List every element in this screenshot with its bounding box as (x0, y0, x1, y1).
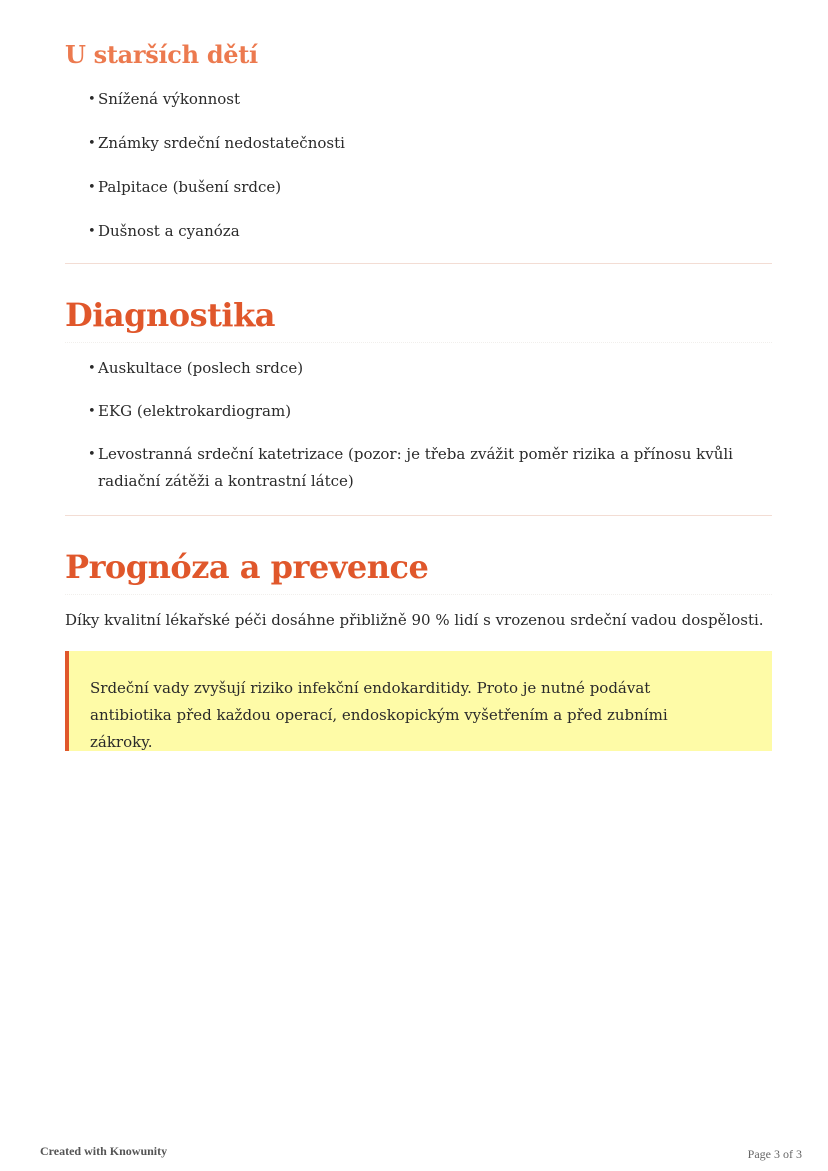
list-item: • Auskultace (poslech srdce) (88, 355, 748, 382)
footer-created-with: Created with Knowunity (40, 1144, 168, 1158)
warning-callout (65, 651, 772, 751)
list-item: • EKG (elektrokardiogram) (88, 398, 748, 425)
section-divider (65, 263, 772, 264)
callout-text: Srdeční vady zvyšují riziko infekční endokarditidy. Proto je nutné podávat antibiotika před každou operací, endoskopickým vyšetřením a před zubními zákroky. (90, 679, 668, 751)
prognosis-heading: Prognóza a prevence (65, 548, 772, 595)
prognosis-paragraph: Díky kvalitní lékařské péči dosáhne přibližně 90 % lidí s vrozenou srdeční vadou dospělosti. (65, 611, 764, 629)
list-item: • Palpitace (bušení srdce) (88, 174, 748, 201)
list-item: • Levostranná srdeční katetrizace (pozor: je třeba zvážit poměr rizika a přínosu kvůli radiační zátěži a kontrastní látce) (88, 441, 748, 495)
list-item: • Známky srdeční nedostatečnosti (88, 130, 748, 157)
older-children-heading: U starších dětí (65, 40, 258, 69)
diagnostics-heading: Diagnostika (65, 296, 772, 343)
list-item: • Dušnost a cyanóza (88, 218, 748, 245)
section-divider (65, 515, 772, 516)
diagnostics-list (88, 355, 748, 511)
footer-page-number: Page 3 of 3 (747, 1147, 802, 1161)
list-item: • Snížená výkonnost (88, 86, 748, 113)
older-children-symptom-list (88, 86, 748, 262)
